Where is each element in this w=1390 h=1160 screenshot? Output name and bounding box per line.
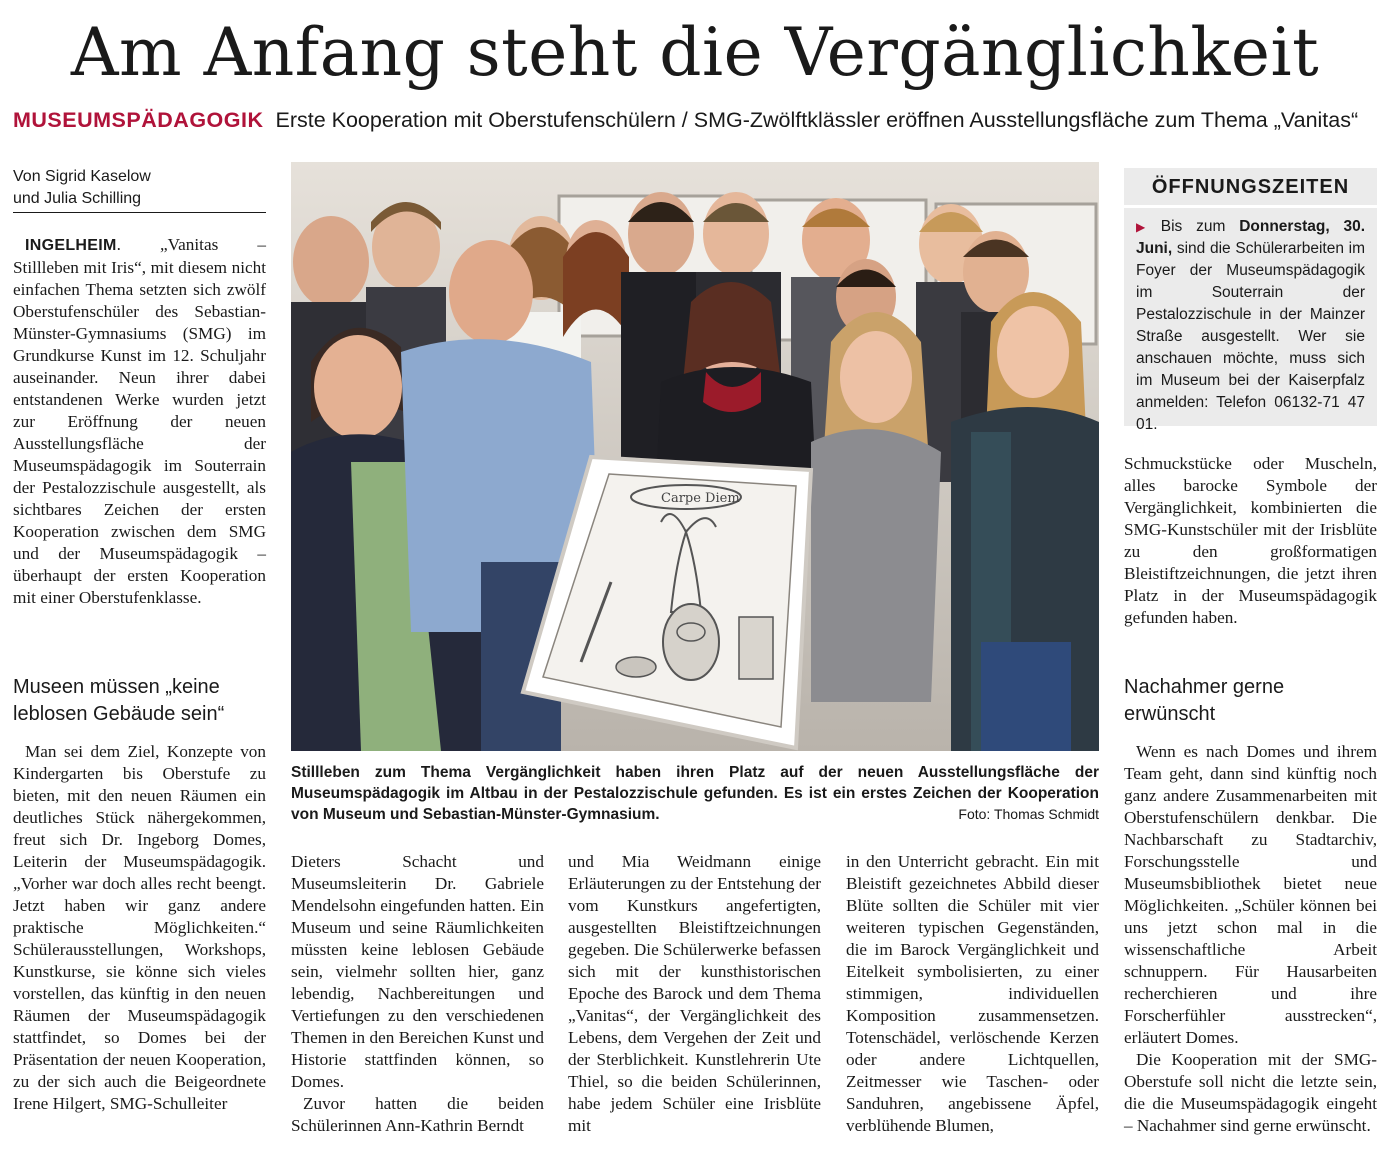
lead-text: . „Vanitas – Stillleben mit Iris“, mit diesem nicht einfachen Thema setzten sich zwölf Oberstufenschüler des Sebastian-Münster-Gymnasiums (SMG) im Grundkurse Kunst im 12. Schuljahr auseinander. Neun ihrer dabei entstandenen Werke wurden jetzt zur Eröffnung der neuen Ausstellungsfläche der Museumspädagogik im Souterrain der Pestalozzischule ausgestellt, als sichtbares Zeichen der ersten Kooperation zwischen dem SMG und der Museumspädagogik – überhaupt der ersten Kooperation mit einer Oberstufenklasse. bbox=[13, 235, 266, 607]
byline bbox=[13, 166, 266, 213]
article-photo bbox=[291, 162, 1099, 751]
lead-paragraph bbox=[13, 234, 266, 609]
opening-hours-text-b: sind die Schülerarbeiten im Foyer der Museumspädagogik im Souterrain der Pestalozzischule in der Mainzer Straße ausgestellt. Wer sie anschauen möchte, muss sich im Museum bei der Kaiserpfalz anmelden: Telefon 06132-71 47 01. bbox=[1136, 240, 1365, 433]
opening-hours-text-a: Bis zum bbox=[1160, 218, 1240, 235]
right-column-body bbox=[1124, 741, 1377, 1137]
section-heading-1-line-1: Museen müssen „keine bbox=[13, 676, 220, 698]
section-heading-2-line-1: Nachahmer gerne bbox=[1124, 676, 1285, 698]
section-heading-2 bbox=[1124, 674, 1377, 728]
dateline: INGELHEIM bbox=[25, 237, 117, 254]
body-column-2-p1: Dieters Schacht und Museumsleiterin Dr. Gabriele Mendelsohn eingefunden hatten. Ein Museum und seine Räumlichkeiten müssten keine leblosen Gebäude sein, vielmehr sollten hier, ganz lebendig, Nachbereitungen und Vertiefungen zu den verschiedenen Themen in den Bereichen Kunst und Historie stattfinden können, so Domes. bbox=[291, 852, 544, 1091]
body-column-1-text: Man sei dem Ziel, Konzepte von Kindergarten bis Oberstufe zu bieten, mit den neuen Räumen ein deutliches Stück nähergekommen, freut sich Dr. Ingeborg Domes, Leiterin der Museumspädagogik. „Vorher war doch alles recht beengt. Jetzt haben wir ganz andere praktische Möglichkeiten.“ Schülerausstellungen, Workshops, Kunstkurse, sie könne sich vieles vorstellen, das künftig in den neuen Räumen der Museumspädagogik stattfindet, so Domes bei der Präsentation der neuen Kooperation, zu der sich auch die Beigeordnete Irene Hilgert, SMG-Schulleiter bbox=[13, 742, 266, 1113]
section-heading-2-line-2: erwünscht bbox=[1124, 703, 1216, 725]
opening-hours-text bbox=[1136, 216, 1365, 436]
photo-credit: Foto: Thomas Schmidt bbox=[958, 806, 1099, 822]
drawing-label: Carpe Diem bbox=[661, 491, 740, 506]
opening-hours-box bbox=[1124, 168, 1377, 433]
opening-hours-title: ÖFFNUNGSZEITEN bbox=[1124, 172, 1377, 208]
headline: Am Anfang steht die Vergänglichkeit bbox=[70, 14, 1320, 91]
right-column-continuation bbox=[1124, 453, 1377, 629]
right-column-p1: Wenn es nach Domes und ihrem Team geht, dann sind künftig noch ganz andere Zusammenarbeiten mit Oberstufenschülern denkbar. Die Nachbarschaft zu Stadtarchiv, Forschungsstelle und Museumsbibliothek bietet neue Möglichkeiten. „Schüler können bei uns jetzt schon mal in die wissenschaftliche Arbeit schnuppern. Für Hausarbeiten recherchieren und ihre Forscherfühler ausstrecken“, erläutert Domes. bbox=[1124, 742, 1377, 1047]
byline-line-2: und Julia Schilling bbox=[13, 190, 142, 207]
body-column-3-text: und Mia Weidmann einige Erläuterungen zu der Entstehung der vom Kunstkurs angefertigten, ausgestellten Bleistiftzeichnungen gegeben. Die Schülerwerke befassen sich mit der kunsthistorischen Epoche des Barock und dem Thema „Vanitas“, der Vergänglichkeit des Lebens, dem Vergehen der Zeit und der Sterblichkeit. Kunstlehrerin Ute Thiel, so die beiden Schülerinnen, habe jedem Schüler eine Irisblüte mit bbox=[568, 852, 821, 1135]
body-column-4 bbox=[846, 851, 1099, 1137]
subheadline: Erste Kooperation mit Oberstufenschülern / SMG-Zwölftklässler eröffnen Ausstellungsfläche zum Thema „Vanitas“ bbox=[275, 108, 1359, 132]
caption-text: Stillleben zum Thema Vergänglichkeit haben ihren Platz auf der neuen Ausstellungsfläche der Museumspädagogik im Altbau in der Pestalozzischule gefunden. Es ist ein erstes Zeichen der Kooperation von Museum und Sebastian-Münster-Gymnasium. bbox=[291, 764, 1099, 823]
subheadline-row bbox=[13, 108, 1383, 133]
section-heading-1 bbox=[13, 674, 266, 728]
body-column-1 bbox=[13, 741, 266, 1115]
body-column-2-p2: Zuvor hatten die beiden Schülerinnen Ann-Kathrin Berndt bbox=[291, 1094, 544, 1135]
right-column-p2: Die Kooperation mit der SMG-Oberstufe soll nicht die letzte sein, die die Museumspädagogik eingeht – Nachahmer sind gerne erwünscht. bbox=[1124, 1050, 1377, 1135]
section-heading-1-line-2: leblosen Gebäude sein“ bbox=[13, 703, 225, 725]
byline-line-1: Von Sigrid Kaselow bbox=[13, 168, 151, 185]
opening-hours-date: Donnerstag, 30. Juni, bbox=[1136, 218, 1365, 257]
right-continuation-text: Schmuckstücke oder Muscheln, alles barocke Symbole der Vergänglichkeit, kombinierten die SMG-Kunstschüler mit der Irisblüte zu den großformatigen Bleistiftzeichnungen, die jetzt ihren Platz in der Museumspädagogik gefunden haben. bbox=[1124, 454, 1377, 627]
photo-illustration bbox=[291, 162, 1099, 751]
kicker: MUSEUMSPÄDAGOGIK bbox=[13, 108, 264, 132]
body-column-2 bbox=[291, 851, 544, 1137]
body-column-4-text: in den Unterricht gebracht. Ein mit Bleistift gezeichnetes Abbild dieser Blüte sollten die Schüler mit vier weiteren typischen Gegenständen, die im Barock Vergänglichkeit und Eitelkeit symbolisierten, zu einer stimmigen, individuellen Komposition zusammensetzen. Totenschädel, verlöschende Kerzen oder andere Lichtquellen, Zeitmesser wie Taschen- oder Sanduhren, angebissene Äpfel, verblühende Blumen, bbox=[846, 852, 1099, 1135]
body-column-3 bbox=[568, 851, 821, 1137]
triangle-bullet-icon: ▶ bbox=[1136, 220, 1155, 234]
